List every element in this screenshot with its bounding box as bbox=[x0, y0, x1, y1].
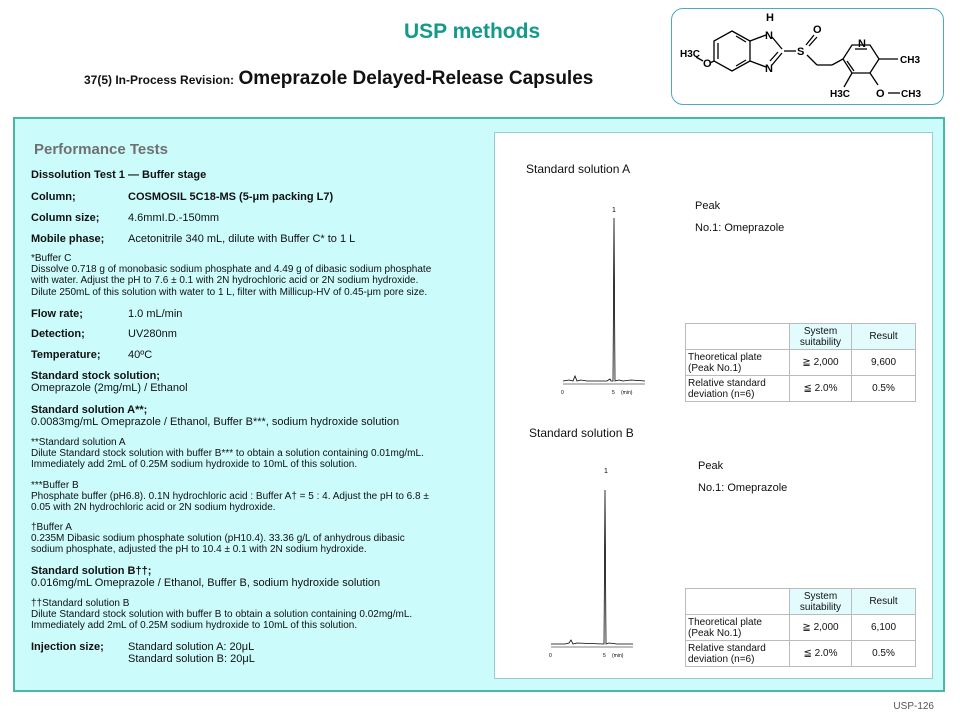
header-result: Result bbox=[852, 324, 916, 350]
row-system: ≦ 2.0% bbox=[790, 376, 852, 402]
page-title: USP methods bbox=[404, 20, 541, 43]
buffer-a-title: †Buffer A bbox=[31, 522, 72, 533]
trace-b bbox=[551, 490, 633, 644]
std-b-note-title: ††Standard solution B bbox=[31, 598, 130, 609]
detection-value: UV280nm bbox=[128, 328, 177, 340]
row-name: Relative standard deviation (n=6) bbox=[686, 641, 790, 667]
atom-o-left: O bbox=[703, 58, 712, 70]
std-b-note-line: Immediately add 2mL of 0.25M sodium hydroxide to 10mL of this solution. bbox=[31, 620, 358, 632]
stock-value: Omeprazole (2mg/mL) / Ethanol bbox=[31, 382, 188, 394]
table-row bbox=[686, 350, 916, 376]
buffer-b-line: Phosphate buffer (pH6.8). 0.1N hydrochloric acid : Buffer A† = 5 : 4. Adjust the pH to 6.8 ± bbox=[31, 491, 429, 503]
table-row bbox=[686, 615, 916, 641]
buffer-a-line: sodium phosphate, adjusted the pH to 10.4 ± 0.1 with 2N sodium hydroxide. bbox=[31, 544, 367, 556]
flow-rate-label: Flow rate; bbox=[31, 308, 83, 320]
page-id: USP-126 bbox=[893, 701, 934, 712]
header-result: Result bbox=[852, 589, 916, 615]
column-size-value: 4.6mmI.D.-150mm bbox=[128, 212, 220, 224]
stock-title: Standard stock solution; bbox=[31, 370, 160, 382]
axis-tick-a-5: 5 bbox=[612, 390, 615, 396]
omeprazole-structure bbox=[672, 9, 942, 103]
std-b-value: 0.016mg/mL Omeprazole / Ethanol, Buffer B, sodium hydroxide solution bbox=[31, 577, 381, 589]
std-a-note-line: Immediately add 2mL of 0.25M sodium hydroxide to 10mL of this solution. bbox=[31, 459, 358, 471]
buffer-a-note bbox=[31, 522, 405, 556]
buffer-c-title: *Buffer C bbox=[31, 253, 72, 264]
atom-s: S bbox=[797, 46, 805, 58]
column-label: Column; bbox=[31, 191, 76, 203]
peak-number-b: 1 bbox=[604, 468, 608, 475]
row-name: Relative standard deviation (n=6) bbox=[686, 376, 790, 402]
std-a-note-title: **Standard solution A bbox=[31, 437, 126, 448]
stock-solution bbox=[31, 370, 188, 394]
axis-unit-b: (min) bbox=[612, 653, 624, 659]
row-result: 9,600 bbox=[852, 350, 916, 376]
std-b-note bbox=[31, 598, 412, 632]
std-a-title: Standard solution A**; bbox=[31, 404, 148, 416]
header-empty bbox=[686, 589, 790, 615]
buffer-b-title: ***Buffer B bbox=[31, 480, 79, 491]
dissolution-heading: Dissolution Test 1 — Buffer stage bbox=[31, 169, 207, 181]
revision-subtitle bbox=[84, 68, 593, 90]
peak-number-a: 1 bbox=[612, 207, 616, 214]
injection-row bbox=[31, 641, 255, 665]
performance-title: Performance Tests bbox=[34, 141, 168, 158]
structure-box bbox=[671, 8, 944, 105]
peak-info-b bbox=[698, 455, 787, 499]
row-result: 6,100 bbox=[852, 615, 916, 641]
temperature-label: Temperature; bbox=[31, 349, 101, 361]
buffer-b-line: 0.05 with 2N hydrochloric acid or 2N sodium hydroxide. bbox=[31, 502, 276, 514]
detection-label: Detection; bbox=[31, 328, 85, 340]
atom-h: H bbox=[766, 12, 774, 24]
revision-title: Omeprazole Delayed-Release Capsules bbox=[238, 68, 594, 89]
row-result: 0.5% bbox=[852, 376, 916, 402]
atom-h3c-left: H3C bbox=[680, 49, 701, 60]
axis-unit-a: (min) bbox=[621, 390, 633, 396]
row-name: Theoretical plate (Peak No.1) bbox=[686, 350, 790, 376]
buffer-b-note bbox=[31, 480, 429, 514]
chromatogram-a bbox=[559, 203, 649, 403]
atom-o-sulfoxide: O bbox=[813, 24, 822, 36]
results-table-b bbox=[685, 588, 916, 667]
flow-rate-row bbox=[31, 308, 183, 320]
row-system: ≦ 2.0% bbox=[790, 641, 852, 667]
chromatogram-b bbox=[547, 460, 637, 660]
atom-h3c-bottom: H3C bbox=[830, 89, 851, 100]
atom-ch3-right: CH3 bbox=[900, 55, 921, 66]
atom-ch3-bottom: CH3 bbox=[901, 89, 922, 100]
std-a-label: Standard solution A bbox=[526, 162, 631, 176]
injection-line: Standard solution B: 20μL bbox=[128, 653, 255, 665]
std-a-value: 0.0083mg/mL Omeprazole / Ethanol, Buffer B***, sodium hydroxide solution bbox=[31, 416, 400, 428]
performance-panel bbox=[13, 117, 945, 692]
atom-n-top: N bbox=[765, 30, 773, 42]
mobile-phase-row bbox=[31, 233, 356, 245]
buffer-c-line: with water. Adjust the pH to 7.6 ± 0.1 with 2N hydrochloric acid or 2N sodium hydroxide. bbox=[31, 275, 419, 287]
row-system: ≧ 2,000 bbox=[790, 350, 852, 376]
header-system: System suitability bbox=[790, 589, 852, 615]
std-a-solution bbox=[31, 404, 399, 428]
table-header-row bbox=[686, 324, 916, 350]
column-value: COSMOSIL 5C18-MS (5-μm packing L7) bbox=[128, 191, 334, 203]
header-empty bbox=[686, 324, 790, 350]
results-table-a bbox=[685, 323, 916, 402]
buffer-c-note bbox=[31, 253, 431, 298]
atom-n-bottom: N bbox=[765, 63, 773, 75]
benzene-ring bbox=[714, 31, 750, 71]
table-header-row bbox=[686, 589, 916, 615]
buffer-a-line: 0.235M Dibasic sodium phosphate solution (pH10.4). 33.36 g/L of anhydrous dibasic bbox=[31, 533, 405, 545]
axis-tick-b-0: 0 bbox=[549, 653, 552, 659]
row-system: ≧ 2,000 bbox=[790, 615, 852, 641]
header-system: System suitability bbox=[790, 324, 852, 350]
column-row bbox=[31, 191, 334, 203]
std-b-label: Standard solution B bbox=[529, 426, 634, 440]
table-row bbox=[686, 641, 916, 667]
buffer-c-line: Dilute 250mL of this solution with water to 1 L, filter with Millicup-HV of 0.45-μm pore size. bbox=[31, 286, 428, 298]
results-area bbox=[494, 132, 933, 679]
peak-desc-b: No.1: Omeprazole bbox=[698, 482, 788, 494]
atom-o-right: O bbox=[876, 88, 885, 100]
peak-info-a bbox=[695, 195, 784, 239]
mobile-phase-label: Mobile phase; bbox=[31, 233, 105, 245]
injection-label: Injection size; bbox=[31, 641, 104, 653]
detection-row bbox=[31, 328, 177, 340]
std-b-solution bbox=[31, 565, 380, 589]
atom-n-pyridine: N bbox=[858, 38, 866, 50]
peak-desc-a: No.1: Omeprazole bbox=[695, 222, 785, 234]
std-a-note bbox=[31, 437, 424, 471]
axis-tick-b-5: 5 bbox=[603, 653, 606, 659]
std-b-note-line: Dilute Standard stock solution with buffer B to obtain a solution containing 0.02mg/mL. bbox=[31, 609, 413, 621]
column-size-row bbox=[31, 212, 220, 224]
row-result: 0.5% bbox=[852, 641, 916, 667]
std-a-note-line: Dilute Standard stock solution with buffer B*** to obtain a solution containing 0.01mg/mL. bbox=[31, 448, 424, 460]
temperature-value: 40ºC bbox=[128, 349, 153, 361]
trace-a bbox=[563, 218, 645, 381]
table-row bbox=[686, 376, 916, 402]
row-name: Theoretical plate (Peak No.1) bbox=[686, 615, 790, 641]
axis-tick-a-0: 0 bbox=[561, 390, 564, 396]
temperature-row bbox=[31, 349, 153, 361]
mobile-phase-value: Acetonitrile 340 mL, dilute with Buffer C* to 1 L bbox=[128, 233, 356, 245]
revision-prefix: 37(5) In-Process Revision: bbox=[84, 73, 235, 87]
peak-title-a: Peak bbox=[695, 200, 721, 212]
injection-values bbox=[128, 641, 255, 665]
flow-rate-value: 1.0 mL/min bbox=[128, 308, 183, 320]
injection-line: Standard solution A: 20μL bbox=[128, 641, 255, 653]
peak-title-b: Peak bbox=[698, 460, 724, 472]
column-size-label: Column size; bbox=[31, 212, 100, 224]
buffer-c-line: Dissolve 0.718 g of monobasic sodium phosphate and 4.49 g of dibasic sodium phosphate bbox=[31, 264, 432, 276]
std-b-title: Standard solution B††; bbox=[31, 565, 152, 577]
